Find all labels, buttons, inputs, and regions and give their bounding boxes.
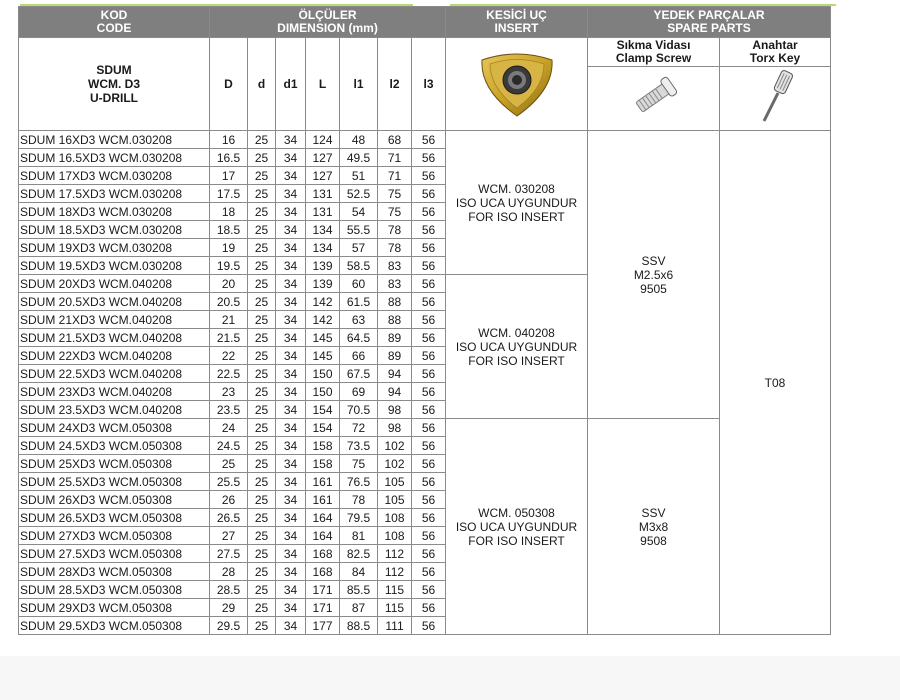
dimension-cell: 25 <box>248 617 276 635</box>
dimension-cell: 34 <box>276 203 306 221</box>
dimension-cell: 102 <box>378 455 412 473</box>
dimension-cell: 56 <box>412 203 446 221</box>
clamp-screw-tr: Sıkma Vidası <box>616 38 691 53</box>
dimension-cell: 88 <box>378 311 412 329</box>
bottom-band <box>0 656 900 700</box>
dimension-cell: 56 <box>412 581 446 599</box>
dimension-cell: 29.5 <box>210 617 248 635</box>
group-line: 9505 <box>640 281 667 296</box>
code-header <box>19 7 210 38</box>
dimension-cell: 34 <box>276 491 306 509</box>
dimension-cell: 87 <box>340 599 378 617</box>
dimension-cell: 24 <box>210 419 248 437</box>
spare-parts-header <box>588 7 831 38</box>
dimension-cell: 79.5 <box>340 509 378 527</box>
dimension-cell: 25 <box>248 167 276 185</box>
dimension-cell: 28.5 <box>210 581 248 599</box>
insert-header <box>446 7 588 38</box>
dimension-cell: 25 <box>248 311 276 329</box>
insert-image-cell <box>446 38 588 131</box>
dimension-cell: 56 <box>412 383 446 401</box>
dimension-cell: 56 <box>412 491 446 509</box>
header-row <box>19 7 831 38</box>
product-code-cell: SDUM 17XD3 WCM.030208 <box>19 167 210 185</box>
dimension-cell: 63 <box>340 311 378 329</box>
dimension-cell: 82.5 <box>340 545 378 563</box>
dimension-cell: 112 <box>378 545 412 563</box>
product-code-cell: SDUM 18XD3 WCM.030208 <box>19 203 210 221</box>
group-line: FOR ISO INSERT <box>468 209 565 224</box>
insert-group-cell <box>446 275 588 419</box>
dimension-cell: 108 <box>378 527 412 545</box>
dimension-cell: 34 <box>276 257 306 275</box>
dimension-cell: 25 <box>248 329 276 347</box>
dimension-cell: 83 <box>378 257 412 275</box>
dim-col-D: D <box>210 38 248 131</box>
dim-col-l3: l3 <box>412 38 446 131</box>
dimension-cell: 25 <box>248 581 276 599</box>
insert-header-tr: KESİCİ UÇ <box>486 8 547 22</box>
dimension-cell: 115 <box>378 581 412 599</box>
dimension-cell: 25 <box>248 257 276 275</box>
torx-key-header <box>720 38 831 67</box>
dimension-cell: 56 <box>412 167 446 185</box>
dimension-cell: 34 <box>276 617 306 635</box>
dimension-cell: 25 <box>248 419 276 437</box>
product-code-cell: SDUM 26XD3 WCM.050308 <box>19 491 210 509</box>
dimension-cell: 105 <box>378 473 412 491</box>
dimension-cell: 27 <box>210 527 248 545</box>
dimension-cell: 17 <box>210 167 248 185</box>
dimension-cell: 34 <box>276 563 306 581</box>
dimension-cell: 98 <box>378 419 412 437</box>
dimension-cell: 25 <box>248 563 276 581</box>
dimension-cell: 25 <box>248 347 276 365</box>
dimension-cell: 21 <box>210 311 248 329</box>
dimension-cell: 145 <box>306 329 340 347</box>
dimension-cell: 69 <box>340 383 378 401</box>
spare-header-en: SPARE PARTS <box>667 21 751 35</box>
dimension-cell: 48 <box>340 131 378 149</box>
dimension-cell: 34 <box>276 365 306 383</box>
dimension-cell: 56 <box>412 437 446 455</box>
dimension-cell: 56 <box>412 473 446 491</box>
dimension-cell: 25 <box>248 239 276 257</box>
dimension-cell: 27.5 <box>210 545 248 563</box>
torx-key-image-cell <box>720 67 831 131</box>
code-header-tr: KOD <box>100 8 128 22</box>
group-line: WCM. 050308 <box>478 505 555 520</box>
product-code-cell: SDUM 22.5XD3 WCM.040208 <box>19 365 210 383</box>
dimension-cell: 177 <box>306 617 340 635</box>
dimension-cell: 56 <box>412 563 446 581</box>
product-code-cell: SDUM 24XD3 WCM.050308 <box>19 419 210 437</box>
dimension-cell: 16 <box>210 131 248 149</box>
dimension-cell: 139 <box>306 275 340 293</box>
product-line-1: SDUM <box>96 63 132 77</box>
dimension-cell: 75 <box>378 185 412 203</box>
dimension-cell: 158 <box>306 437 340 455</box>
dimension-cell: 34 <box>276 275 306 293</box>
dimension-cell: 73.5 <box>340 437 378 455</box>
dimension-cell: 54 <box>340 203 378 221</box>
dimension-cell: 56 <box>412 293 446 311</box>
dimension-cell: 34 <box>276 167 306 185</box>
dimension-cell: 25 <box>248 131 276 149</box>
dimension-cell: 154 <box>306 419 340 437</box>
dimension-cell: 150 <box>306 365 340 383</box>
dimension-cell: 21.5 <box>210 329 248 347</box>
insert-group-cell <box>446 131 588 275</box>
product-code-cell: SDUM 22XD3 WCM.040208 <box>19 347 210 365</box>
dimension-cell: 25 <box>248 275 276 293</box>
dimension-cell: 56 <box>412 545 446 563</box>
dimension-cell: 22 <box>210 347 248 365</box>
dimension-cell: 22.5 <box>210 365 248 383</box>
dimension-cell: 26.5 <box>210 509 248 527</box>
dimension-cell: 25 <box>248 473 276 491</box>
dimension-cell: 76.5 <box>340 473 378 491</box>
dimension-cell: 124 <box>306 131 340 149</box>
dimension-cell: 24.5 <box>210 437 248 455</box>
dimension-cell: 34 <box>276 311 306 329</box>
dimension-cell: 78 <box>378 239 412 257</box>
dimension-cell: 34 <box>276 383 306 401</box>
dim-col-d1: d1 <box>276 38 306 131</box>
clamp-screw-en: Clamp Screw <box>615 51 692 66</box>
dimension-cell: 78 <box>340 491 378 509</box>
dimension-cell: 158 <box>306 455 340 473</box>
dimension-cell: 25 <box>248 545 276 563</box>
dimension-cell: 56 <box>412 509 446 527</box>
dimension-cell: 94 <box>378 383 412 401</box>
dimension-cell: 26 <box>210 491 248 509</box>
product-code-cell: SDUM 26.5XD3 WCM.050308 <box>19 509 210 527</box>
dimension-cell: 56 <box>412 419 446 437</box>
product-code-cell: SDUM 18.5XD3 WCM.030208 <box>19 221 210 239</box>
dim-col-l2: l2 <box>378 38 412 131</box>
dimension-cell: 139 <box>306 257 340 275</box>
dimension-cell: 84 <box>340 563 378 581</box>
dimension-cell: 131 <box>306 203 340 221</box>
group-line: M2.5x6 <box>633 267 674 282</box>
dimension-cell: 34 <box>276 221 306 239</box>
dimension-cell: 34 <box>276 437 306 455</box>
product-code-cell: SDUM 19XD3 WCM.030208 <box>19 239 210 257</box>
dimension-header <box>210 7 446 38</box>
dimension-cell: 34 <box>276 149 306 167</box>
dimension-cell: 75 <box>340 455 378 473</box>
product-table <box>18 6 831 635</box>
dimension-cell: 164 <box>306 527 340 545</box>
dimension-cell: 168 <box>306 545 340 563</box>
clamp-screw-icon <box>624 69 684 125</box>
dimension-cell: 56 <box>412 347 446 365</box>
dimension-cell: 25 <box>248 185 276 203</box>
clamp-screw-header <box>588 38 720 67</box>
dimension-cell: 34 <box>276 131 306 149</box>
dimension-cell: 81 <box>340 527 378 545</box>
dimension-cell: 25 <box>248 527 276 545</box>
product-code-cell: SDUM 28.5XD3 WCM.050308 <box>19 581 210 599</box>
dimension-cell: 25 <box>248 221 276 239</box>
dimension-cell: 51 <box>340 167 378 185</box>
dimension-cell: 34 <box>276 599 306 617</box>
dimension-cell: 34 <box>276 293 306 311</box>
dimension-cell: 111 <box>378 617 412 635</box>
dimension-cell: 108 <box>378 509 412 527</box>
dimension-cell: 34 <box>276 545 306 563</box>
product-code-cell: SDUM 20XD3 WCM.040208 <box>19 275 210 293</box>
dimension-cell: 171 <box>306 581 340 599</box>
clamp-screw-image-cell <box>588 67 720 131</box>
group-line: ISO UCA UYGUNDUR <box>455 519 578 534</box>
product-name-cell <box>19 38 210 131</box>
product-code-cell: SDUM 16XD3 WCM.030208 <box>19 131 210 149</box>
dimension-cell: 70.5 <box>340 401 378 419</box>
dimension-cell: 127 <box>306 149 340 167</box>
product-code-cell: SDUM 25XD3 WCM.050308 <box>19 455 210 473</box>
torx-key-en: Torx Key <box>749 51 801 66</box>
dimension-cell: 56 <box>412 329 446 347</box>
dimension-cell: 29 <box>210 599 248 617</box>
dimension-cell: 23 <box>210 383 248 401</box>
dimension-cell: 61.5 <box>340 293 378 311</box>
dimension-cell: 19.5 <box>210 257 248 275</box>
dimension-cell: 72 <box>340 419 378 437</box>
dimension-cell: 25 <box>248 149 276 167</box>
dimension-cell: 115 <box>378 599 412 617</box>
dimension-cell: 105 <box>378 491 412 509</box>
dimension-cell: 52.5 <box>340 185 378 203</box>
dimension-cell: 83 <box>378 275 412 293</box>
product-code-cell: SDUM 27XD3 WCM.050308 <box>19 527 210 545</box>
dimension-cell: 34 <box>276 347 306 365</box>
dimension-cell: 164 <box>306 509 340 527</box>
dimension-cell: 34 <box>276 527 306 545</box>
dimension-cell: 112 <box>378 563 412 581</box>
dimension-cell: 154 <box>306 401 340 419</box>
product-code-cell: SDUM 23XD3 WCM.040208 <box>19 383 210 401</box>
spare-header-tr: YEDEK PARÇALAR <box>653 8 765 22</box>
dimension-cell: 64.5 <box>340 329 378 347</box>
group-line: SSV <box>641 253 666 268</box>
dimension-cell: 56 <box>412 599 446 617</box>
dimension-cell: 34 <box>276 455 306 473</box>
dimension-cell: 25 <box>248 599 276 617</box>
dimension-cell: 71 <box>378 167 412 185</box>
dimension-cell: 34 <box>276 239 306 257</box>
dimension-cell: 161 <box>306 491 340 509</box>
dimension-cell: 25 <box>210 455 248 473</box>
product-code-cell: SDUM 29XD3 WCM.050308 <box>19 599 210 617</box>
group-line: 9508 <box>640 533 667 548</box>
dimension-cell: 55.5 <box>340 221 378 239</box>
dimension-cell: 18.5 <box>210 221 248 239</box>
dimension-cell: 56 <box>412 275 446 293</box>
dimension-cell: 89 <box>378 347 412 365</box>
dimension-cell: 56 <box>412 401 446 419</box>
group-line: FOR ISO INSERT <box>468 353 565 368</box>
dimension-cell: 142 <box>306 311 340 329</box>
dimension-cell: 25 <box>248 383 276 401</box>
dimension-cell: 56 <box>412 149 446 167</box>
product-code-cell: SDUM 23.5XD3 WCM.040208 <box>19 401 210 419</box>
dimension-cell: 142 <box>306 293 340 311</box>
dimension-cell: 25.5 <box>210 473 248 491</box>
product-code-cell: SDUM 21.5XD3 WCM.040208 <box>19 329 210 347</box>
dimension-cell: 150 <box>306 383 340 401</box>
dimension-cell: 25 <box>248 509 276 527</box>
group-line: WCM. 030208 <box>478 181 555 196</box>
dimension-cell: 56 <box>412 527 446 545</box>
dimension-cell: 34 <box>276 581 306 599</box>
clamp-screw-group-cell <box>588 419 720 635</box>
dimension-header-en: DIMENSION (mm) <box>277 21 378 35</box>
dim-col-d: d <box>248 38 276 131</box>
dimension-cell: 34 <box>276 509 306 527</box>
dimension-cell: 161 <box>306 473 340 491</box>
dimension-cell: 56 <box>412 311 446 329</box>
dimension-cell: 25 <box>248 491 276 509</box>
dimension-cell: 78 <box>378 221 412 239</box>
dimension-cell: 56 <box>412 185 446 203</box>
dimension-cell: 102 <box>378 437 412 455</box>
group-line: SSV <box>641 505 666 520</box>
dimension-cell: 60 <box>340 275 378 293</box>
dimension-cell: 168 <box>306 563 340 581</box>
product-code-cell: SDUM 20.5XD3 WCM.040208 <box>19 293 210 311</box>
product-code-cell: SDUM 19.5XD3 WCM.030208 <box>19 257 210 275</box>
dimension-header-tr: ÖLÇÜLER <box>298 8 357 22</box>
torx-key-icon <box>750 69 800 125</box>
dimension-cell: 23.5 <box>210 401 248 419</box>
insert-group-cell <box>446 419 588 635</box>
dimension-cell: 25 <box>248 365 276 383</box>
product-code-cell: SDUM 16.5XD3 WCM.030208 <box>19 149 210 167</box>
product-code-cell: SDUM 24.5XD3 WCM.050308 <box>19 437 210 455</box>
dimension-cell: 34 <box>276 473 306 491</box>
dimension-cell: 56 <box>412 131 446 149</box>
dimension-cell: 34 <box>276 419 306 437</box>
dimension-cell: 25 <box>248 293 276 311</box>
dimension-cell: 17.5 <box>210 185 248 203</box>
dimension-cell: 56 <box>412 455 446 473</box>
insert-image-icon <box>474 46 560 120</box>
dimension-cell: 56 <box>412 617 446 635</box>
torx-key-group-cell: T08 <box>720 131 831 635</box>
product-line-2: WCM. D3 <box>88 77 140 91</box>
dimension-cell: 56 <box>412 221 446 239</box>
group-line: ISO UCA UYGUNDUR <box>455 339 578 354</box>
dimension-cell: 68 <box>378 131 412 149</box>
dimension-cell: 25 <box>248 401 276 419</box>
product-code-cell: SDUM 17.5XD3 WCM.030208 <box>19 185 210 203</box>
dimension-cell: 134 <box>306 221 340 239</box>
dim-col-l1: l1 <box>340 38 378 131</box>
dimension-cell: 28 <box>210 563 248 581</box>
dimension-cell: 56 <box>412 257 446 275</box>
group-line: ISO UCA UYGUNDUR <box>455 195 578 210</box>
clamp-screw-group-cell <box>588 131 720 419</box>
code-header-en: CODE <box>96 21 132 35</box>
dimension-cell: 98 <box>378 401 412 419</box>
dimension-cell: 145 <box>306 347 340 365</box>
product-code-cell: SDUM 29.5XD3 WCM.050308 <box>19 617 210 635</box>
table-row <box>19 131 831 149</box>
group-line: WCM. 040208 <box>478 325 555 340</box>
dimension-cell: 20 <box>210 275 248 293</box>
dimension-cell: 85.5 <box>340 581 378 599</box>
dimension-cell: 34 <box>276 401 306 419</box>
dim-col-L: L <box>306 38 340 131</box>
dimension-cell: 134 <box>306 239 340 257</box>
dimension-cell: 131 <box>306 185 340 203</box>
dimension-cell: 88.5 <box>340 617 378 635</box>
torx-key-tr: Anahtar <box>752 38 798 53</box>
table-row <box>19 419 831 437</box>
dimension-cell: 25 <box>248 437 276 455</box>
dimension-cell: 56 <box>412 365 446 383</box>
dimension-cell: 25 <box>248 455 276 473</box>
product-code-cell: SDUM 25.5XD3 WCM.050308 <box>19 473 210 491</box>
dimension-cell: 127 <box>306 167 340 185</box>
table-body <box>19 7 831 635</box>
subheader-row-1 <box>19 38 831 67</box>
dimension-cell: 75 <box>378 203 412 221</box>
dimension-cell: 34 <box>276 329 306 347</box>
dimension-cell: 25 <box>248 203 276 221</box>
dimension-cell: 34 <box>276 185 306 203</box>
dimension-cell: 67.5 <box>340 365 378 383</box>
dimension-cell: 49.5 <box>340 149 378 167</box>
dimension-cell: 171 <box>306 599 340 617</box>
group-line: FOR ISO INSERT <box>468 533 565 548</box>
dimension-cell: 94 <box>378 365 412 383</box>
insert-header-en: INSERT <box>494 21 539 35</box>
group-line: M3x8 <box>638 519 669 534</box>
product-code-cell: SDUM 27.5XD3 WCM.050308 <box>19 545 210 563</box>
dimension-cell: 58.5 <box>340 257 378 275</box>
dimension-cell: 66 <box>340 347 378 365</box>
dimension-cell: 88 <box>378 293 412 311</box>
dimension-cell: 71 <box>378 149 412 167</box>
product-code-cell: SDUM 28XD3 WCM.050308 <box>19 563 210 581</box>
dimension-cell: 20.5 <box>210 293 248 311</box>
dimension-cell: 18 <box>210 203 248 221</box>
dimension-cell: 89 <box>378 329 412 347</box>
dimension-cell: 19 <box>210 239 248 257</box>
product-line-3: U-DRILL <box>90 91 138 105</box>
dimension-cell: 57 <box>340 239 378 257</box>
product-code-cell: SDUM 21XD3 WCM.040208 <box>19 311 210 329</box>
dimension-cell: 56 <box>412 239 446 257</box>
dimension-cell: 16.5 <box>210 149 248 167</box>
